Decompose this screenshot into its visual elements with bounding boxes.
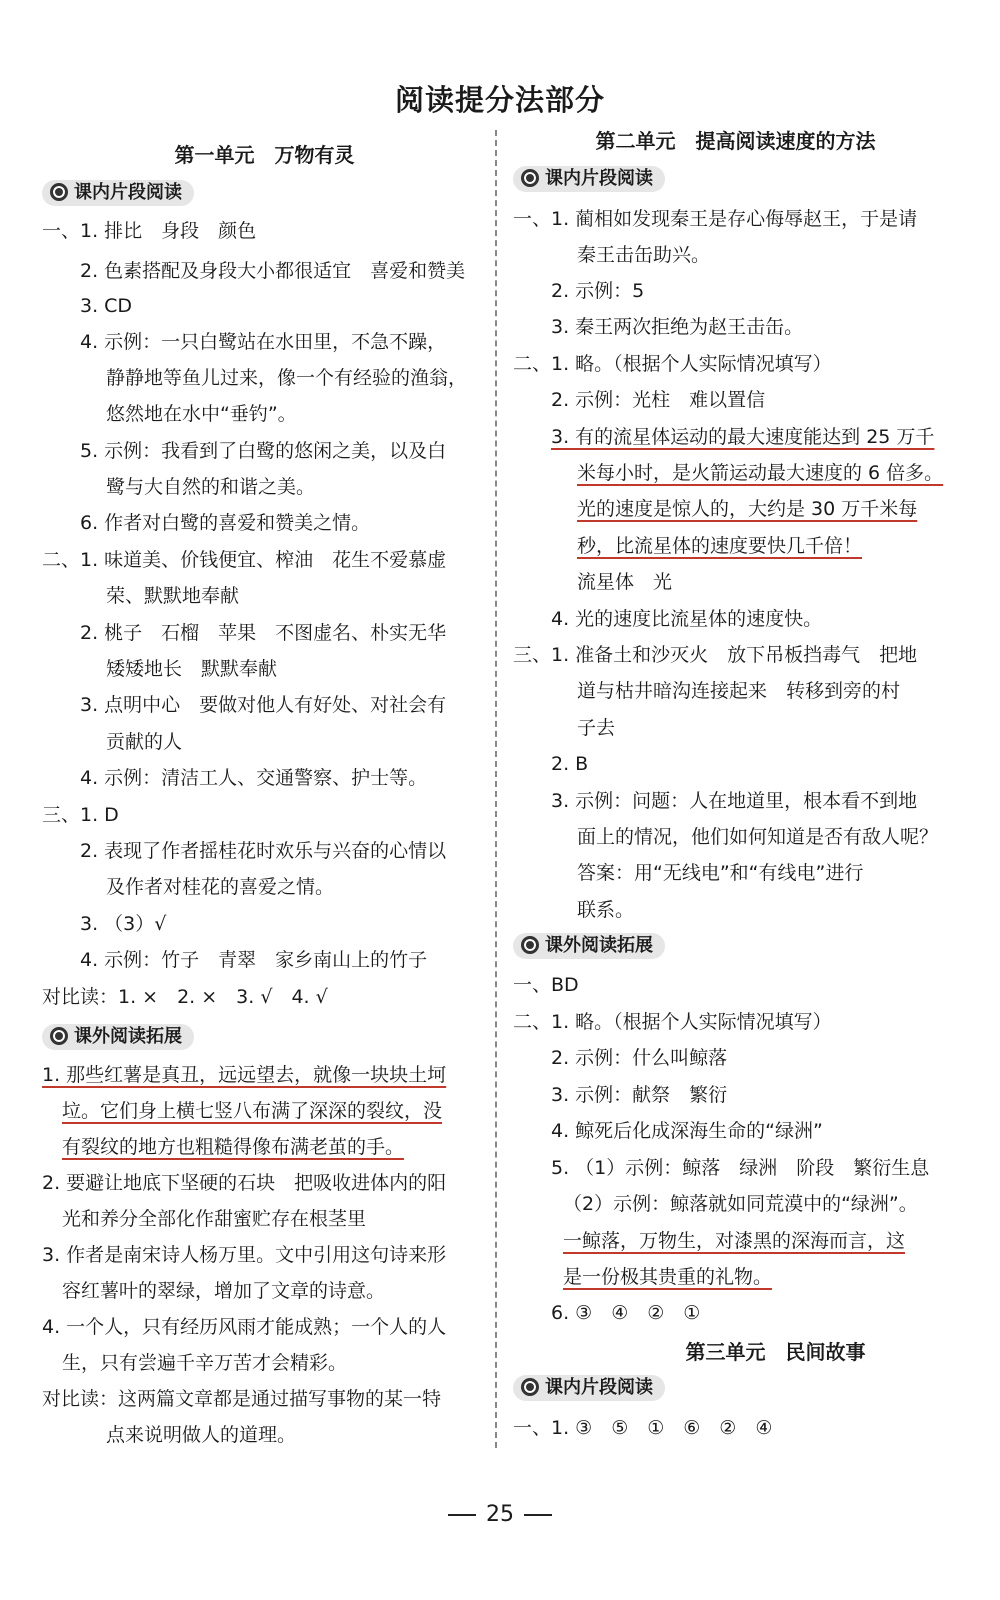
answer-line: 一、1. ③ ⑤ ① ⑥ ② ④ bbox=[513, 1417, 773, 1439]
target-icon bbox=[50, 183, 68, 201]
answer-line: 3. 示例：问题：人在地道里，根本看不到地 bbox=[551, 790, 918, 812]
answer-line-underlined: 垃。它们身上横七竖八布满了深深的裂纹，没 bbox=[62, 1100, 443, 1122]
answer-line: 5. （1）示例：鲸落 绿洲 阶段 繁衍生息 bbox=[551, 1157, 930, 1179]
answer-line: 一、1. 蔺相如发现秦王是存心侮辱赵王，于是请 bbox=[513, 208, 918, 230]
answer-line: 联系。 bbox=[577, 899, 635, 921]
answer-line: 矮矮地长 默默奉献 bbox=[106, 658, 278, 680]
answer-line: 面上的情况，他们如何知道是否有敌人呢？ bbox=[577, 826, 939, 848]
answer-line: 答案：用“无线电”和“有线电”进行 bbox=[577, 862, 864, 884]
answer-line: 对比读：1. × 2. × 3. √ 4. √ bbox=[42, 986, 328, 1008]
answer-line: 荣、默默地奉献 bbox=[106, 585, 240, 607]
column-divider bbox=[495, 130, 497, 1448]
answer-line: 2. 色素搭配及身段大小都很适宜 喜爱和赞美 bbox=[80, 260, 466, 282]
answer-line: 二、1. 略。（根据个人实际情况填写） bbox=[513, 353, 832, 375]
answer-line: 2. 示例：5 bbox=[551, 280, 645, 302]
unit1-title: 第一单元 万物有灵 bbox=[174, 143, 355, 167]
answer-line: 容红薯叶的翠绿，增加了文章的诗意。 bbox=[62, 1280, 386, 1302]
section-header-extended: 课外阅读拓展 bbox=[42, 1024, 194, 1050]
answer-line: 4. 光的速度比流星体的速度快。 bbox=[551, 608, 823, 630]
answer-line: 2. 表现了作者摇桂花时欢乐与兴奋的心情以 bbox=[80, 840, 447, 862]
section-header-extended: 课外阅读拓展 bbox=[513, 933, 665, 959]
answer-line: 3. CD bbox=[80, 295, 133, 317]
unit2-title: 第二单元 提高阅读速度的方法 bbox=[595, 129, 876, 153]
answer-line: 3. 示例：献祭 繁衍 bbox=[551, 1084, 728, 1106]
answer-line: 5. 示例：我看到了白鹭的悠闲之美，以及白 bbox=[80, 440, 447, 462]
answer-line: 点来说明做人的道理。 bbox=[106, 1424, 297, 1446]
answer-line: 2. 要避让地底下坚硬的石块 把吸收进体内的阳 bbox=[42, 1172, 447, 1194]
answer-line: 及作者对桂花的喜爱之情。 bbox=[106, 876, 335, 898]
answer-line: 对比读：这两篇文章都是通过描写事物的某一特 bbox=[42, 1388, 442, 1410]
target-icon bbox=[521, 169, 539, 187]
section-header-in-class: 课内片段阅读 bbox=[513, 166, 665, 192]
target-icon bbox=[521, 936, 539, 954]
answer-line: 6. 作者对白鹭的喜爱和赞美之情。 bbox=[80, 512, 371, 534]
answer-line: 一、1. 排比 身段 颜色 bbox=[42, 220, 257, 242]
answer-line-underlined: 秒，比流星体的速度要快几千倍！ bbox=[577, 535, 863, 557]
answer-line: 4. 示例：清洁工人、交通警察、护士等。 bbox=[80, 767, 428, 789]
target-icon bbox=[521, 1378, 539, 1396]
answer-line: 2. B bbox=[551, 753, 589, 775]
answer-line: 3. （3）√ bbox=[80, 913, 167, 935]
page-number: 25 bbox=[0, 1500, 1000, 1530]
answer-line: 二、1. 略。（根据个人实际情况填写） bbox=[513, 1011, 832, 1033]
unit3-title: 第三单元 民间故事 bbox=[685, 1340, 866, 1364]
answer-line: 三、1. 准备土和沙灭火 放下吊板挡毒气 把地 bbox=[513, 644, 918, 666]
answer-line: 4. 鲸死后化成深海生命的“绿洲” bbox=[551, 1120, 823, 1142]
answer-line-underlined: 米每小时，是火箭运动最大速度的 6 倍多。 bbox=[577, 462, 944, 484]
answer-line: 悠然地在水中“垂钓”。 bbox=[106, 403, 297, 425]
answer-line: 贡献的人 bbox=[106, 731, 183, 753]
section-header-in-class: 课内片段阅读 bbox=[42, 180, 194, 206]
answer-line: 4. 一个人，只有经历风雨才能成熟；一个人的人 bbox=[42, 1316, 447, 1338]
answer-line: 3. 作者是南宋诗人杨万里。文中引用这句诗来形 bbox=[42, 1244, 447, 1266]
answer-line: 生，只有尝遍千辛万苦才会精彩。 bbox=[62, 1352, 348, 1374]
answer-line: 一、BD bbox=[513, 974, 579, 996]
answer-line: 三、1. D bbox=[42, 804, 119, 826]
section-header-in-class: 课内片段阅读 bbox=[513, 1375, 665, 1401]
answer-line-underlined: 一鲸落，万物生，对漆黑的深海而言，这 bbox=[563, 1230, 906, 1252]
page-title: 阅读提分法部分 bbox=[394, 83, 605, 117]
target-icon bbox=[50, 1027, 68, 1045]
answer-line-underlined: 3. 有的流星体运动的最大速度能达到 25 万千 bbox=[551, 426, 935, 448]
answer-line: 4. 示例：一只白鹭站在水田里，不急不躁， bbox=[80, 331, 447, 353]
answer-line-underlined: 1. 那些红薯是真丑，远远望去，就像一块块土坷 bbox=[42, 1064, 447, 1086]
answer-line: 2. 示例：什么叫鲸落 bbox=[551, 1047, 728, 1069]
answer-line: 流星体 光 bbox=[577, 571, 673, 593]
answer-line: 光和养分全部化作甜蜜贮存在根茎里 bbox=[62, 1208, 367, 1230]
answer-line: 3. 点明中心 要做对他人有好处、对社会有 bbox=[80, 694, 447, 716]
answer-line: 秦王击缶助兴。 bbox=[577, 244, 711, 266]
answer-line: 二、1. 味道美、价钱便宜、榨油 花生不爱慕虚 bbox=[42, 549, 447, 571]
answer-line: 3. 秦王两次拒绝为赵王击缶。 bbox=[551, 316, 804, 338]
answer-line: （2）示例：鲸落就如同荒漠中的“绿洲”。 bbox=[563, 1193, 918, 1215]
answer-line: 4. 示例：竹子 青翠 家乡南山上的竹子 bbox=[80, 949, 428, 971]
answer-line: 子去 bbox=[577, 717, 616, 739]
answer-line: 静静地等鱼儿过来，像一个有经验的渔翁， bbox=[106, 367, 468, 389]
answer-line: 2. 示例：光柱 难以置信 bbox=[551, 389, 766, 411]
answer-line: 道与枯井暗沟连接起来 转移到旁的村 bbox=[577, 680, 901, 702]
answer-line: 2. 桃子 石榴 苹果 不图虚名、朴实无华 bbox=[80, 622, 447, 644]
answer-line-underlined: 是一份极其贵重的礼物。 bbox=[563, 1266, 773, 1288]
answer-line: 鹭与大自然的和谐之美。 bbox=[106, 476, 316, 498]
answer-line-underlined: 有裂纹的地方也粗糙得像布满老茧的手。 bbox=[62, 1136, 405, 1158]
answer-line-underlined: 光的速度是惊人的，大约是 30 万千米每 bbox=[577, 498, 918, 520]
answer-line: 6. ③ ④ ② ① bbox=[551, 1302, 701, 1324]
